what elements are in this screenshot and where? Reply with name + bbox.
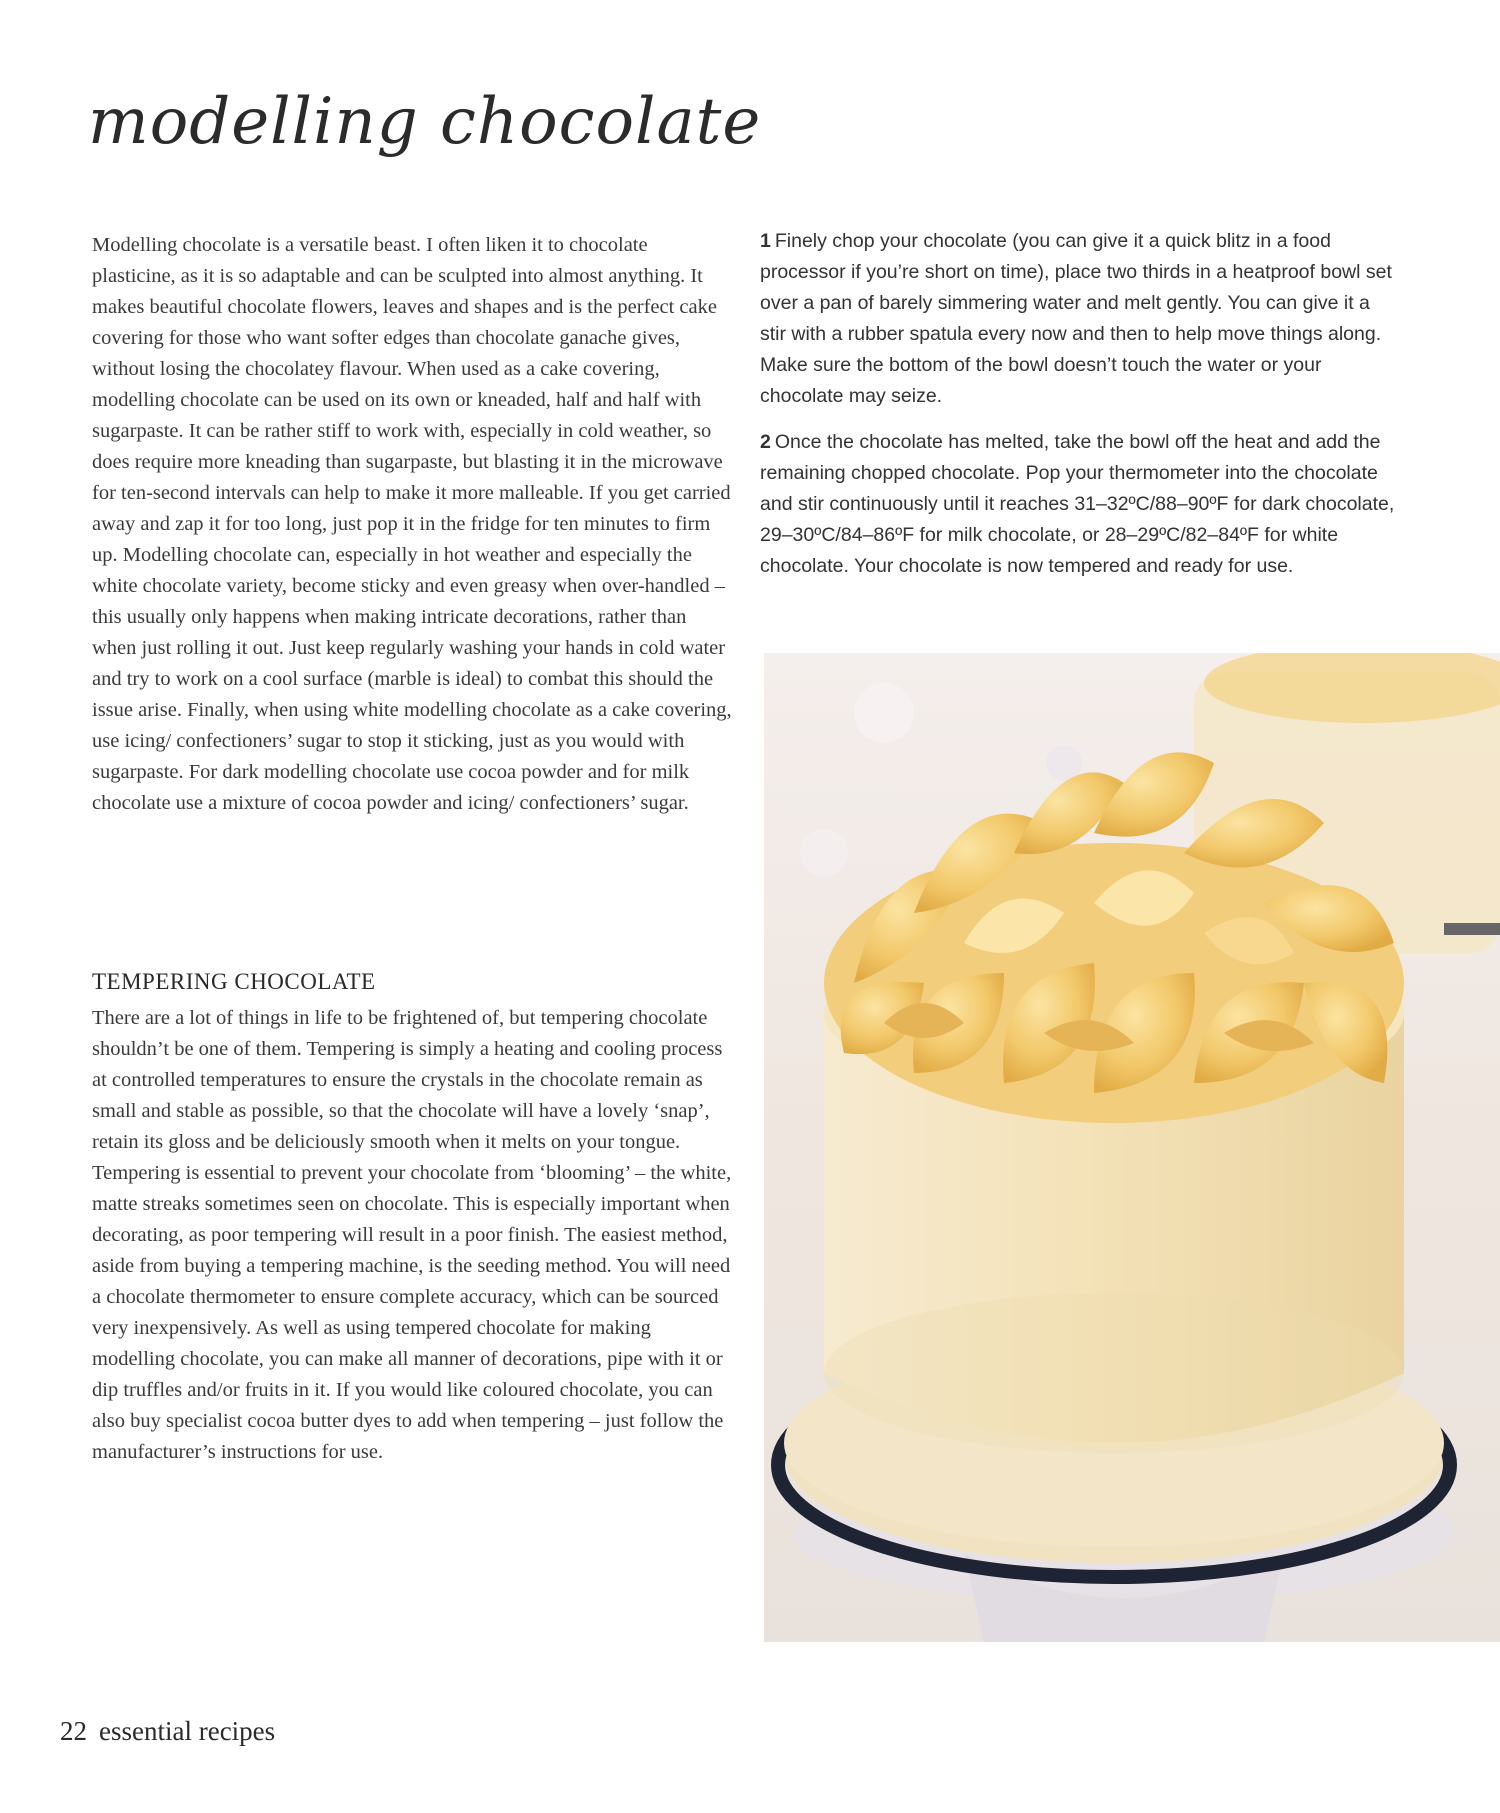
- section-name: essential recipes: [99, 1716, 276, 1746]
- step-2: [760, 427, 1400, 582]
- tempering-heading: TEMPERING CHOCOLATE: [92, 969, 376, 994]
- page-number: 22: [60, 1716, 87, 1746]
- step-1-number: 1: [760, 230, 771, 252]
- page-title: modelling chocolate: [88, 85, 762, 159]
- step-2-number: 2: [760, 431, 771, 453]
- step-1-text: Finely chop your chocolate (you can give it a quick blitz in a food processor if you’re short on time), place two thirds in a heatproof bowl set over a pan of barely simmering water and melt gently. You can give it a stir with a rubber spatula every now and then to help move things along. Make sure the bottom of the bowl doesn’t touch the water or your chocolate may seize.: [760, 230, 1392, 407]
- step-1: [760, 226, 1400, 412]
- intro-paragraph: Modelling chocolate is a versatile beast. I often liken it to chocolate plasticine, as it is so adaptable and can be sculpted into almost anything. It makes beautiful chocolate flowers, leaves and shapes and is the perfect cake covering for those who want softer edges than chocolate ganache gives, without losing the chocolatey flavour. When used as a cake covering, modelling chocolate can be used on its own or kneaded, half and half with sugarpaste. It can be rather stiff to work with, especially in cold weather, so does require more kneading than sugarpaste, but blasting it in the microwave for ten-second intervals can help to make it more malleable. If you get carried away and zap it for too long, just pop it in the fridge for ten minutes to firm up. Modelling chocolate can, especially in hot weather and especially the white chocolate variety, become sticky and even greasy when over-handled – this usually only happens when making intricate decorations, rather than when just rolling it out. Just keep regularly washing your hands in cold water and try to work on a cool surface (marble is ideal) to combat this should the issue arise. Finally, when using white modelling chocolate as a cake covering, use icing/ confectioners’ sugar to stop it sticking, just as you would with sugarpaste. For dark modelling chocolate use cocoa powder and for milk chocolate use a mixture of cocoa powder and icing/ confectioners’ sugar.: [92, 234, 732, 814]
- page-footer: [60, 1716, 275, 1747]
- cake-photo: [764, 653, 1500, 1642]
- tempering-paragraph: There are a lot of things in life to be frightened of, but tempering chocolate shouldn’t be one of them. Tempering is simply a heating and cooling process at controlled temperatures to ensure the crystals in the chocolate remain as small and stable as possible, so that the chocolate will have a lovely ‘snap’, retain its gloss and be deliciously smooth when it melts on your tongue. Tempering is essential to prevent your chocolate from ‘blooming’ – the white, matte streaks sometimes seen on chocolate. This is especially important when decorating, as poor tempering will result in a poor finish. The easiest method, aside from buying a tempering machine, is the seeding method. You will need a chocolate thermometer to ensure complete accuracy, which can be sourced very inexpensively. As well as using tempered chocolate for making modelling chocolate, you can make all manner of decorations, pipe with it or dip truffles and/or fruits in it. If you would like coloured chocolate, you can also buy specialist cocoa butter dyes to add when tempering – just follow the manufacturer’s instructions for use.: [92, 1007, 732, 1463]
- step-2-text: Once the chocolate has melted, take the bowl off the heat and add the remaining chopped chocolate. Pop your thermometer into the chocolate and stir continuously until it reaches 31–32ºC/88–90ºF for dark chocolate, 29–30ºC/84–86ºF for milk chocolate, or 28–29ºC/82–84ºF for white chocolate. Your chocolate is now tempered and ready for use.: [760, 431, 1395, 577]
